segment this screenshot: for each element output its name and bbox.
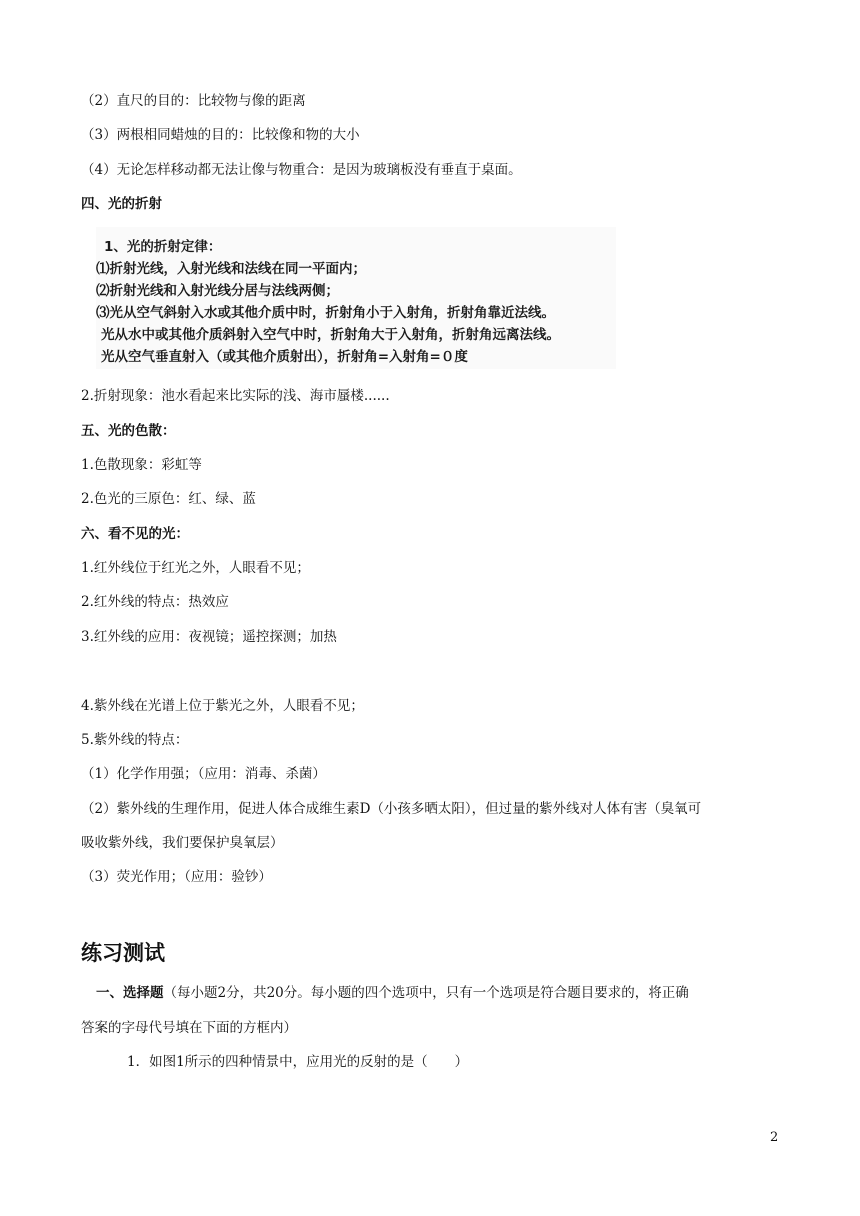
section-desc-2: 答案的字母代号填在下面的方框内） bbox=[81, 1020, 297, 1036]
invisible-item-3: 3.红外线的应用：夜视镜；遥控探测；加热 bbox=[81, 629, 337, 645]
refraction-law-image bbox=[96, 227, 616, 369]
invisible-item-7: （2）紫外线的生理作用，促进人体合成维生素D（小孩多晒太阳），但过量的紫外线对人体有害（臭氧可 bbox=[81, 801, 702, 817]
law-rule-1: ⑴折射光线，入射光线和法线在同一平面内； bbox=[96, 261, 366, 277]
invisible-item-4: 4.紫外线在光谱上位于紫光之外，人眼看不见； bbox=[81, 698, 364, 714]
law-title: 1、光的折射定律： bbox=[104, 239, 222, 255]
invisible-item-5: 5.紫外线的特点： bbox=[81, 732, 189, 748]
mirror-note-3: （3）两根相同蜡烛的目的：比较像和物的大小 bbox=[81, 127, 360, 143]
invisible-item-9: （3）荧光作用；（应用：验钞） bbox=[81, 869, 272, 885]
refraction-heading: 四、光的折射 bbox=[81, 196, 162, 212]
law-rule-3b: 光从水中或其他介质斜射入空气中时，折射角大于入射角，折射角远离法线。 bbox=[101, 327, 560, 343]
section-intro bbox=[96, 983, 689, 1003]
law-rule-2: ⑵折射光线和入射光线分居与法线两侧； bbox=[96, 283, 339, 299]
exercise-title: 练习测试 bbox=[81, 941, 165, 965]
dispersion-item-1: 1.色散现象：彩虹等 bbox=[81, 457, 202, 473]
invisible-item-2: 2.红外线的特点：热效应 bbox=[81, 594, 229, 610]
invisible-item-6: （1）化学作用强；（应用：消毒、杀菌） bbox=[81, 766, 326, 782]
invisible-heading: 六、看不见的光： bbox=[81, 526, 189, 542]
law-rule-3c: 光从空气垂直射入（或其他介质射出），折射角=入射角=０度 bbox=[101, 349, 468, 365]
invisible-item-8: 吸收紫外线，我们要保护臭氧层） bbox=[81, 835, 284, 851]
mirror-note-4: （4）无论怎样移动都无法让像与物重合：是因为玻璃板没有垂直于桌面。 bbox=[81, 162, 522, 178]
dispersion-item-2: 2.色光的三原色：红、绿、蓝 bbox=[81, 491, 256, 507]
invisible-item-1: 1.红外线位于红光之外，人眼看不见； bbox=[81, 560, 310, 576]
refraction-phenomenon: 2.折射现象：池水看起来比实际的浅、海市蜃楼...... bbox=[81, 388, 390, 404]
question-1: 1．如图1所示的四种情景中，应用光的反射的是（ ） bbox=[127, 1054, 469, 1070]
law-rule-3a: ⑶光从空气斜射入水或其他介质中时，折射角小于入射角，折射角靠近法线。 bbox=[96, 305, 555, 321]
dispersion-heading: 五、光的色散： bbox=[81, 423, 176, 439]
page-number: 2 bbox=[770, 1130, 779, 1145]
section-label: 一、选择题 bbox=[96, 985, 164, 1001]
mirror-note-2: （2）直尺的目的：比较物与像的距离 bbox=[81, 93, 306, 109]
section-desc-1: （每小题2分，共20分。每小题的四个选项中，只有一个选项是符合题目要求的，将正确 bbox=[163, 985, 689, 1001]
